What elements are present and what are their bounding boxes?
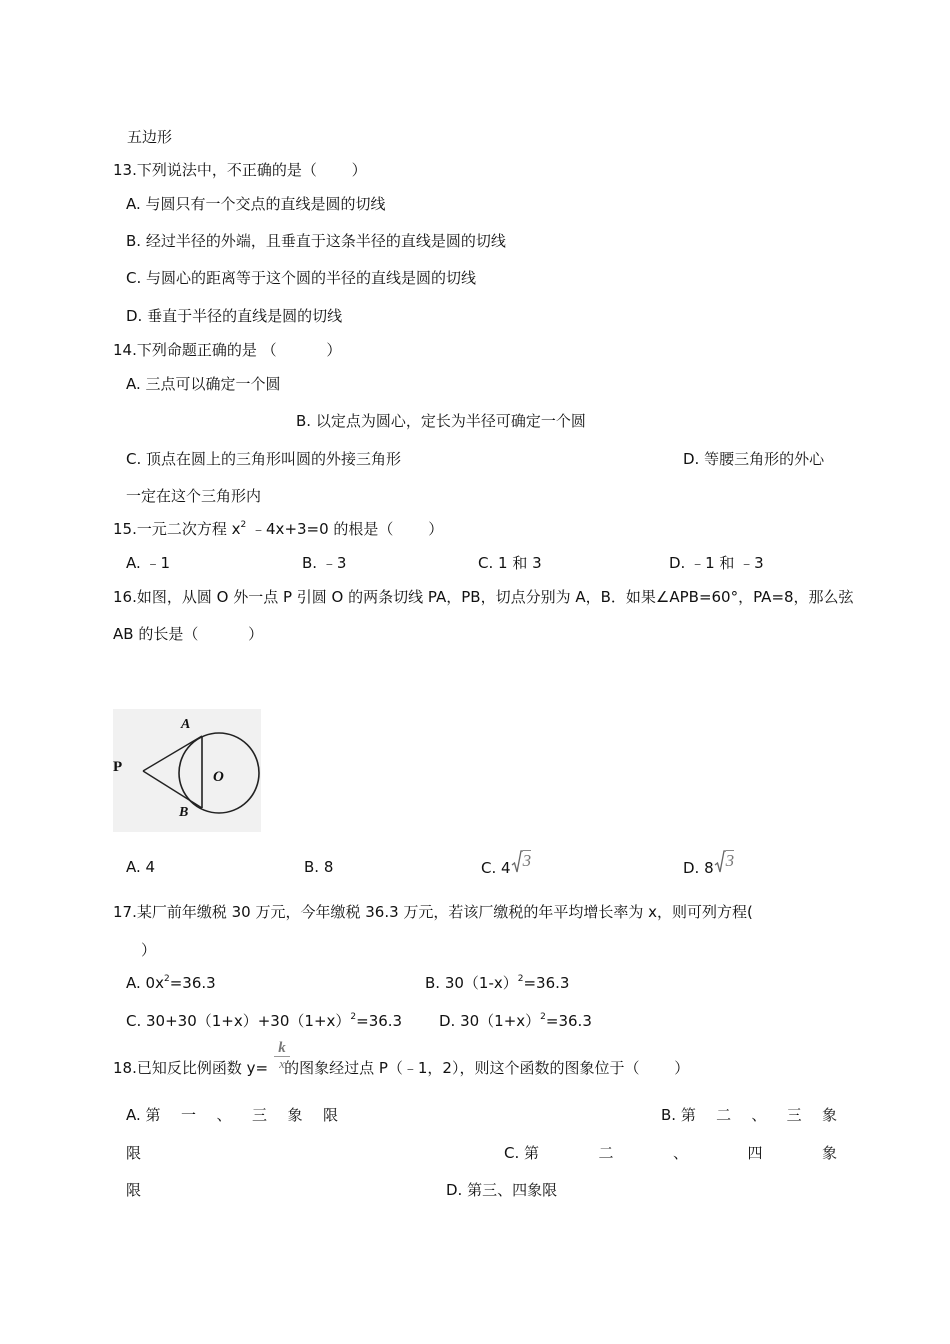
sqrt-sign-icon (714, 850, 726, 874)
q16-option-b: B. 8 (304, 858, 334, 876)
q18-fraction: $\frac{k}{x}$ (274, 1040, 290, 1071)
label-p: P (113, 759, 123, 775)
q16-option-a: A. 4 (126, 858, 156, 876)
q14-stem: 14.下列命题正确的是 （ ） (113, 341, 342, 359)
q13-stem: 13.下列说法中，不正确的是（ ） (113, 161, 367, 179)
q17-stem: 17.某厂前年缴税 30 万元，今年缴税 36.3 万元，若该厂缴税的年平均增长率为 x，则可列方程( (113, 903, 753, 921)
q14-option-c: C. 顶点在圆上的三角形叫圆的外接三角形 (126, 450, 402, 468)
q18-option-d: D. 第三、四象限 (446, 1181, 558, 1199)
tangent-pa (143, 736, 202, 771)
q16-figure (113, 709, 261, 832)
sqrt-sign-icon (511, 850, 523, 874)
prev-question-tail: 五边形 (127, 128, 173, 146)
label-a: A (181, 717, 191, 732)
q13-option-a: A. 与圆只有一个交点的直线是圆的切线 (126, 195, 386, 213)
q16-stem-line2: AB 的长是（ ） (113, 625, 264, 643)
q17-option-d: D. $30(1+x)^2=36.3$ (439, 1012, 592, 1030)
q17-option-b: B. $30(1-x)^2=36.3$ (425, 974, 570, 992)
q17-option-a: A. $0x^2=36.3$ (126, 974, 216, 992)
q17-stem-continued: ） (141, 941, 157, 959)
label-b: B (179, 805, 189, 820)
q16-stem-line1: 16.如图，从圆 O 外一点 P 引圆 O 的两条切线 PA，PB，切点分别为 A，B．如果∠APB=60°，PA=8，那么弦 (113, 588, 854, 606)
q16-option-c: C. 4 3 (481, 851, 532, 877)
q18-option-b: B. 第 二 、 三 象 (661, 1106, 837, 1124)
q15-option-c: C. 1 和 3 (478, 554, 542, 572)
q14-option-a: A. 三点可以确定一个圆 (126, 375, 281, 393)
q17-option-c: C. $30+30(1+x)+30(1+x)^2=36.3$ (126, 1012, 403, 1030)
q18-option-a: A. 第 一 、 三 象 限 (126, 1106, 338, 1124)
tangent-circle-diagram (113, 709, 261, 832)
q14-option-d-continued: 一定在这个三角形内 (126, 487, 262, 505)
q14-option-b: B. 以定点为圆心，定长为半径可确定一个圆 (296, 412, 586, 430)
q15-option-a: A. ﹣1 (126, 554, 171, 572)
q15-option-b: B. ﹣3 (302, 554, 347, 572)
q13-option-b: B. 经过半径的外端，且垂直于这条半径的直线是圆的切线 (126, 232, 506, 250)
label-o: O (213, 769, 224, 785)
q14-option-d: D. 等腰三角形的外心 (683, 450, 825, 468)
q18-option-c-continued: 限 (126, 1181, 142, 1199)
q13-option-c: C. 与圆心的距离等于这个圆的半径的直线是圆的切线 (126, 269, 477, 287)
tangent-pb (143, 771, 202, 808)
q15-stem: 15.一元二次方程 $x^2$ ﹣4x+3=0 的根是（ ） (113, 520, 444, 538)
q18-option-b-continued: 限 (126, 1144, 142, 1162)
q15-option-d: D. ﹣1 和 ﹣3 (669, 554, 764, 572)
q18-option-c: C. 第 二 、 四 象 (504, 1144, 837, 1162)
q16-option-d: D. 8 3 (683, 851, 735, 877)
q13-option-d: D. 垂直于半径的直线是圆的切线 (126, 307, 343, 325)
q18-stem: 18.已知反比例函数 y= 的图象经过点 P（﹣1，2），则这个函数的图象位于（ ） (113, 1059, 690, 1077)
